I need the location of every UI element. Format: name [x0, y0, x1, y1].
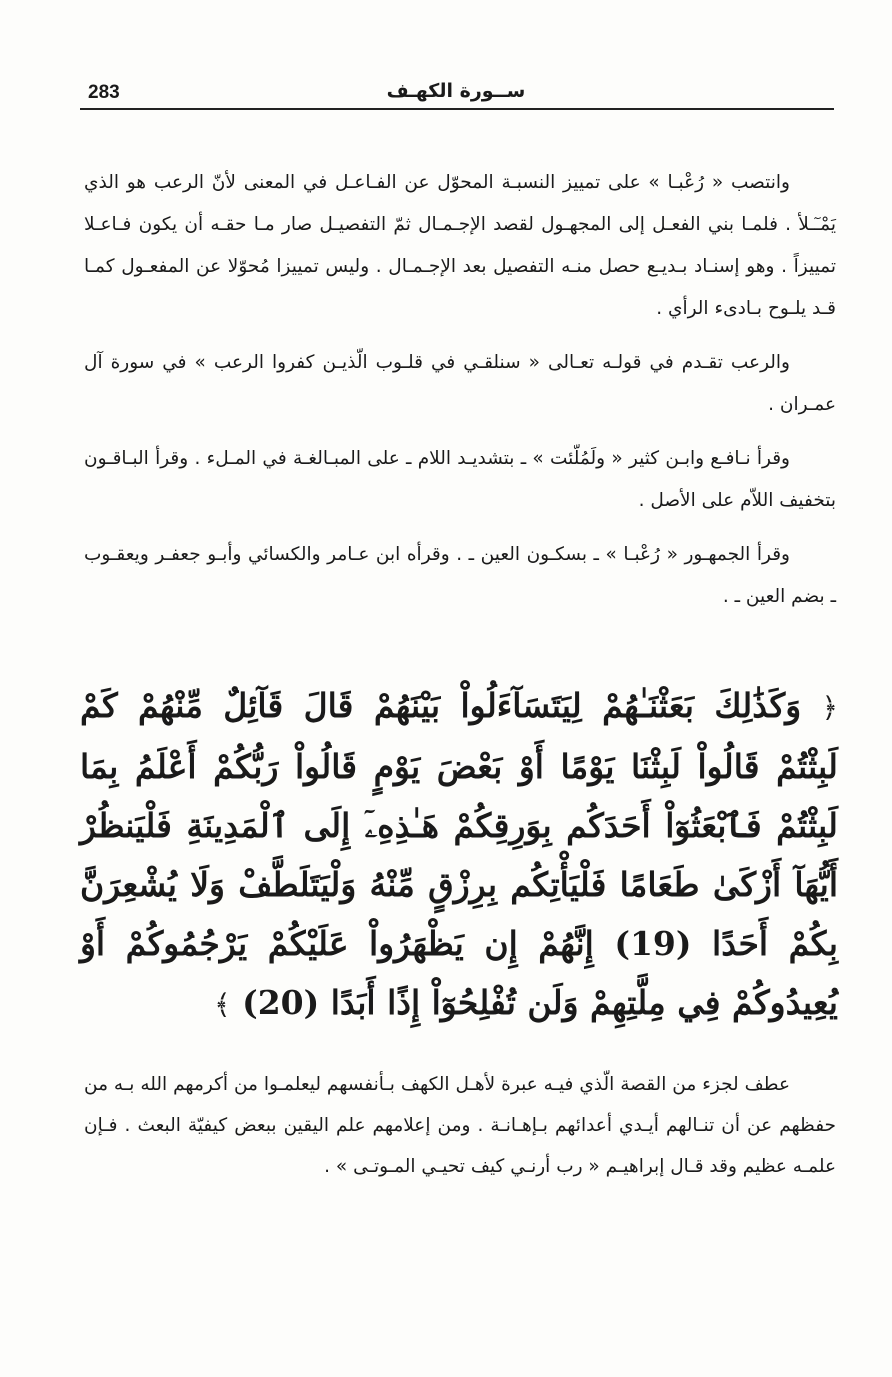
paragraph-terror-reference: والرعب تقـدم في قولـه تعـالى « سنلقـي في قلـوب الّذيـن كفروا الرعب » في سورة آل عمـران . [84, 352, 836, 415]
verse-open-bracket: ﴿ [821, 691, 838, 724]
paragraph-reading-majority: وقرأ الجمهـور « رُعْبـا » ـ بسكـون العين ـ . وقرأه ابن عـامر والكسائي وأبـو جعفـر ويعقـوب ـ بضم العين ـ . [84, 544, 836, 607]
verse-text: وَكَذَٰلِكَ بَعَثْنَـٰهُمْ لِيَتَسَآءَلُواْ بَيْنَهُمْ قَالَ قَآئِلٌ مِّنْهُمْ كَمْ لَبِثْتُمْ قَالُواْ لَبِثْنَا يَوْمًا أَوْ بَعْضَ يَوْمٍ قَالُواْ رَبُّكُمْ أَعْلَمُ بِمَا لَبِثْتُمْ فَٱبْعَثُوٓاْ أَحَدَكُم بِوَرِقِكُمْ هَـٰذِهِۦٓ إِلَى ٱلْمَدِينَةِ فَلْيَنظُرْ أَيُّهَآ أَزْكَىٰ طَعَامًا فَلْيَأْتِكُم بِرِزْقٍ مِّنْهُ وَلْيَتَلَطَّفْ وَلَا يُشْعِرَنَّ بِكُمْ أَحَدًا (19) إِنَّهُمْ إِن يَظْهَرُواْ عَلَيْكُمْ يَرْجُمُوكُمْ أَوْ يُعِيدُوكُمْ فِي مِلَّتِهِمْ وَلَن تُفْلِحُوٓاْ إِذًا أَبَدًا (20) [80, 686, 838, 1022]
page-number: 283 [88, 82, 120, 103]
running-title: ســورة الكهـف [386, 80, 526, 102]
quran-verse [80, 676, 838, 1034]
paragraph-tafsir: عطف لجزء من القصة الّذي فيـه عبرة لأهـل الكهف بـأنفسهم ليعلمـوا من أكرمهم الله بـه من حفظهم عن أن تنـالهم أيـدي أعدائهم بـإهـانـة . ومن إعلامهم علم اليقين ببعض كيفيّة البعث . فـإن علمـه عظيم وقد قـال إبراهيـم « رب أرنـي كيف تحيـي المـوتـى » . [84, 1074, 836, 1177]
paragraph-reading-nafi: وقرأ نـافـع وابـن كثير « ولَمُلّئت » ـ بتشديـد اللام ـ على المبـالغـة في المـلء . وقرأ البـاقـون بتخفيف اللاّم على الأصل . [84, 448, 836, 511]
tafsir-section [84, 1064, 836, 1187]
verse-close-bracket: ﴾ [214, 988, 231, 1021]
paragraph-accusative-note: وانتصب « رُعْبـا » على تمييز النسبـة المحوّل عن الفـاعـل في المعنى لأنّ الرعب هو الذي يَمْـٓـلأ . فلمـا بني الفعـل إلى المجهـول لقصد الإجـمـال ثمّ التفصيـل صار مـا حقـه أن يكون فـاعـلا تمييزاً . وهو إسنـاد بـديـع حصل منـه التفصيل بعد الإجـمـال . وليس تمييزا مُحوّلا عن المفعـول كمـا قـد يلـوح بـادىء الرأي . [84, 172, 836, 319]
page-header [80, 78, 832, 108]
commentary-section [84, 162, 836, 618]
header-divider [80, 108, 834, 110]
